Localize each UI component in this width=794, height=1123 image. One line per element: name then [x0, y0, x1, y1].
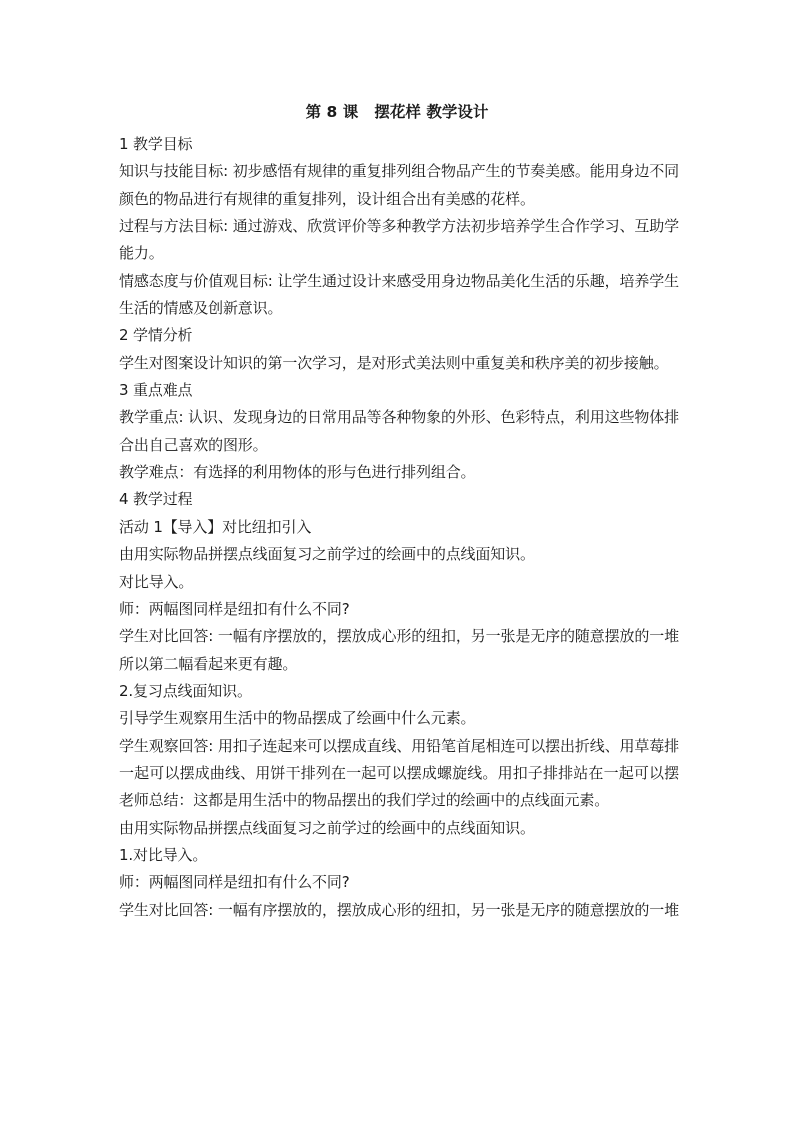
paragraph-line: 能力。	[119, 244, 164, 263]
paragraph-line: 引导学生观察用生活中的物品摆成了绘画中什么元素。	[119, 709, 476, 728]
paragraph-line: 教学难点：有选择的利用物体的形与色进行排列组合。	[119, 463, 476, 482]
paragraph-line: 对比导入。	[119, 572, 194, 591]
paragraph-line: 教学重点: 认识、发现身边的日常用品等各种物象的外形、色彩特点，利用这些物体排	[119, 408, 679, 427]
paragraph-line: 学生对比回答: 一幅有序摆放的，摆放成心形的纽扣，另一张是无序的随意摆放的一堆	[119, 900, 679, 919]
paragraph-line: 师：两幅图同样是纽扣有什么不同?	[119, 873, 350, 892]
section-heading-analysis: 2 学情分析	[119, 326, 193, 345]
paragraph-line: 一起可以摆成曲线、用饼干排列在一起可以摆成螺旋线。用扣子排排站在一起可以摆	[119, 763, 679, 782]
paragraph-line: 1.对比导入。	[119, 845, 208, 864]
paragraph-line: 老师总结：这都是用生活中的物品摆出的我们学过的绘画中的点线面元素。	[119, 791, 610, 810]
paragraph-line: 由用实际物品拼摆点线面复习之前学过的绘画中的点线面知识。	[119, 818, 535, 837]
paragraph-line: 由用实际物品拼摆点线面复习之前学过的绘画中的点线面知识。	[119, 545, 535, 564]
paragraph-line: 学生观察回答: 用扣子连起来可以摆成直线、用铅笔首尾相连可以摆出折线、用草莓排	[119, 736, 679, 755]
paragraph-line: 所以第二幅看起来更有趣。	[119, 654, 298, 673]
document-body	[119, 131, 679, 924]
section-heading-process: 4 教学过程	[119, 490, 193, 509]
paragraph-line: 师：两幅图同样是纽扣有什么不同?	[119, 599, 350, 618]
document-title: 第 8 课 摆花样 教学设计	[305, 103, 489, 121]
paragraph-line: 颜色的物品进行有规律的重复排列，设计组合出有美感的花样。	[119, 189, 535, 208]
paragraph-line: 生活的情感及创新意识。	[119, 299, 283, 318]
paragraph-line: 合出自己喜欢的图形。	[119, 435, 268, 454]
paragraph-line: 知识与技能目标: 初步感悟有规律的重复排列组合物品产生的节奏美感。能用身边不同	[119, 162, 679, 181]
paragraph-line: 2.复习点线面知识。	[119, 681, 252, 700]
activity-heading: 活动 1【导入】对比纽扣引入	[119, 517, 312, 536]
paragraph-line: 学生对图案设计知识的第一次学习，是对形式美法则中重复美和秩序美的初步接触。	[119, 353, 669, 372]
paragraph-line: 学生对比回答: 一幅有序摆放的，摆放成心形的纽扣，另一张是无序的随意摆放的一堆	[119, 627, 679, 646]
section-heading-key-points: 3 重点难点	[119, 381, 193, 400]
section-heading-objectives: 1 教学目标	[119, 135, 193, 153]
paragraph-line: 情感态度与价值观目标: 让学生通过设计来感受用身边物品美化生活的乐趣，培养学生	[119, 271, 679, 290]
paragraph-line: 过程与方法目标: 通过游戏、欣赏评价等多种教学方法初步培养学生合作学习、互助学	[119, 217, 679, 236]
